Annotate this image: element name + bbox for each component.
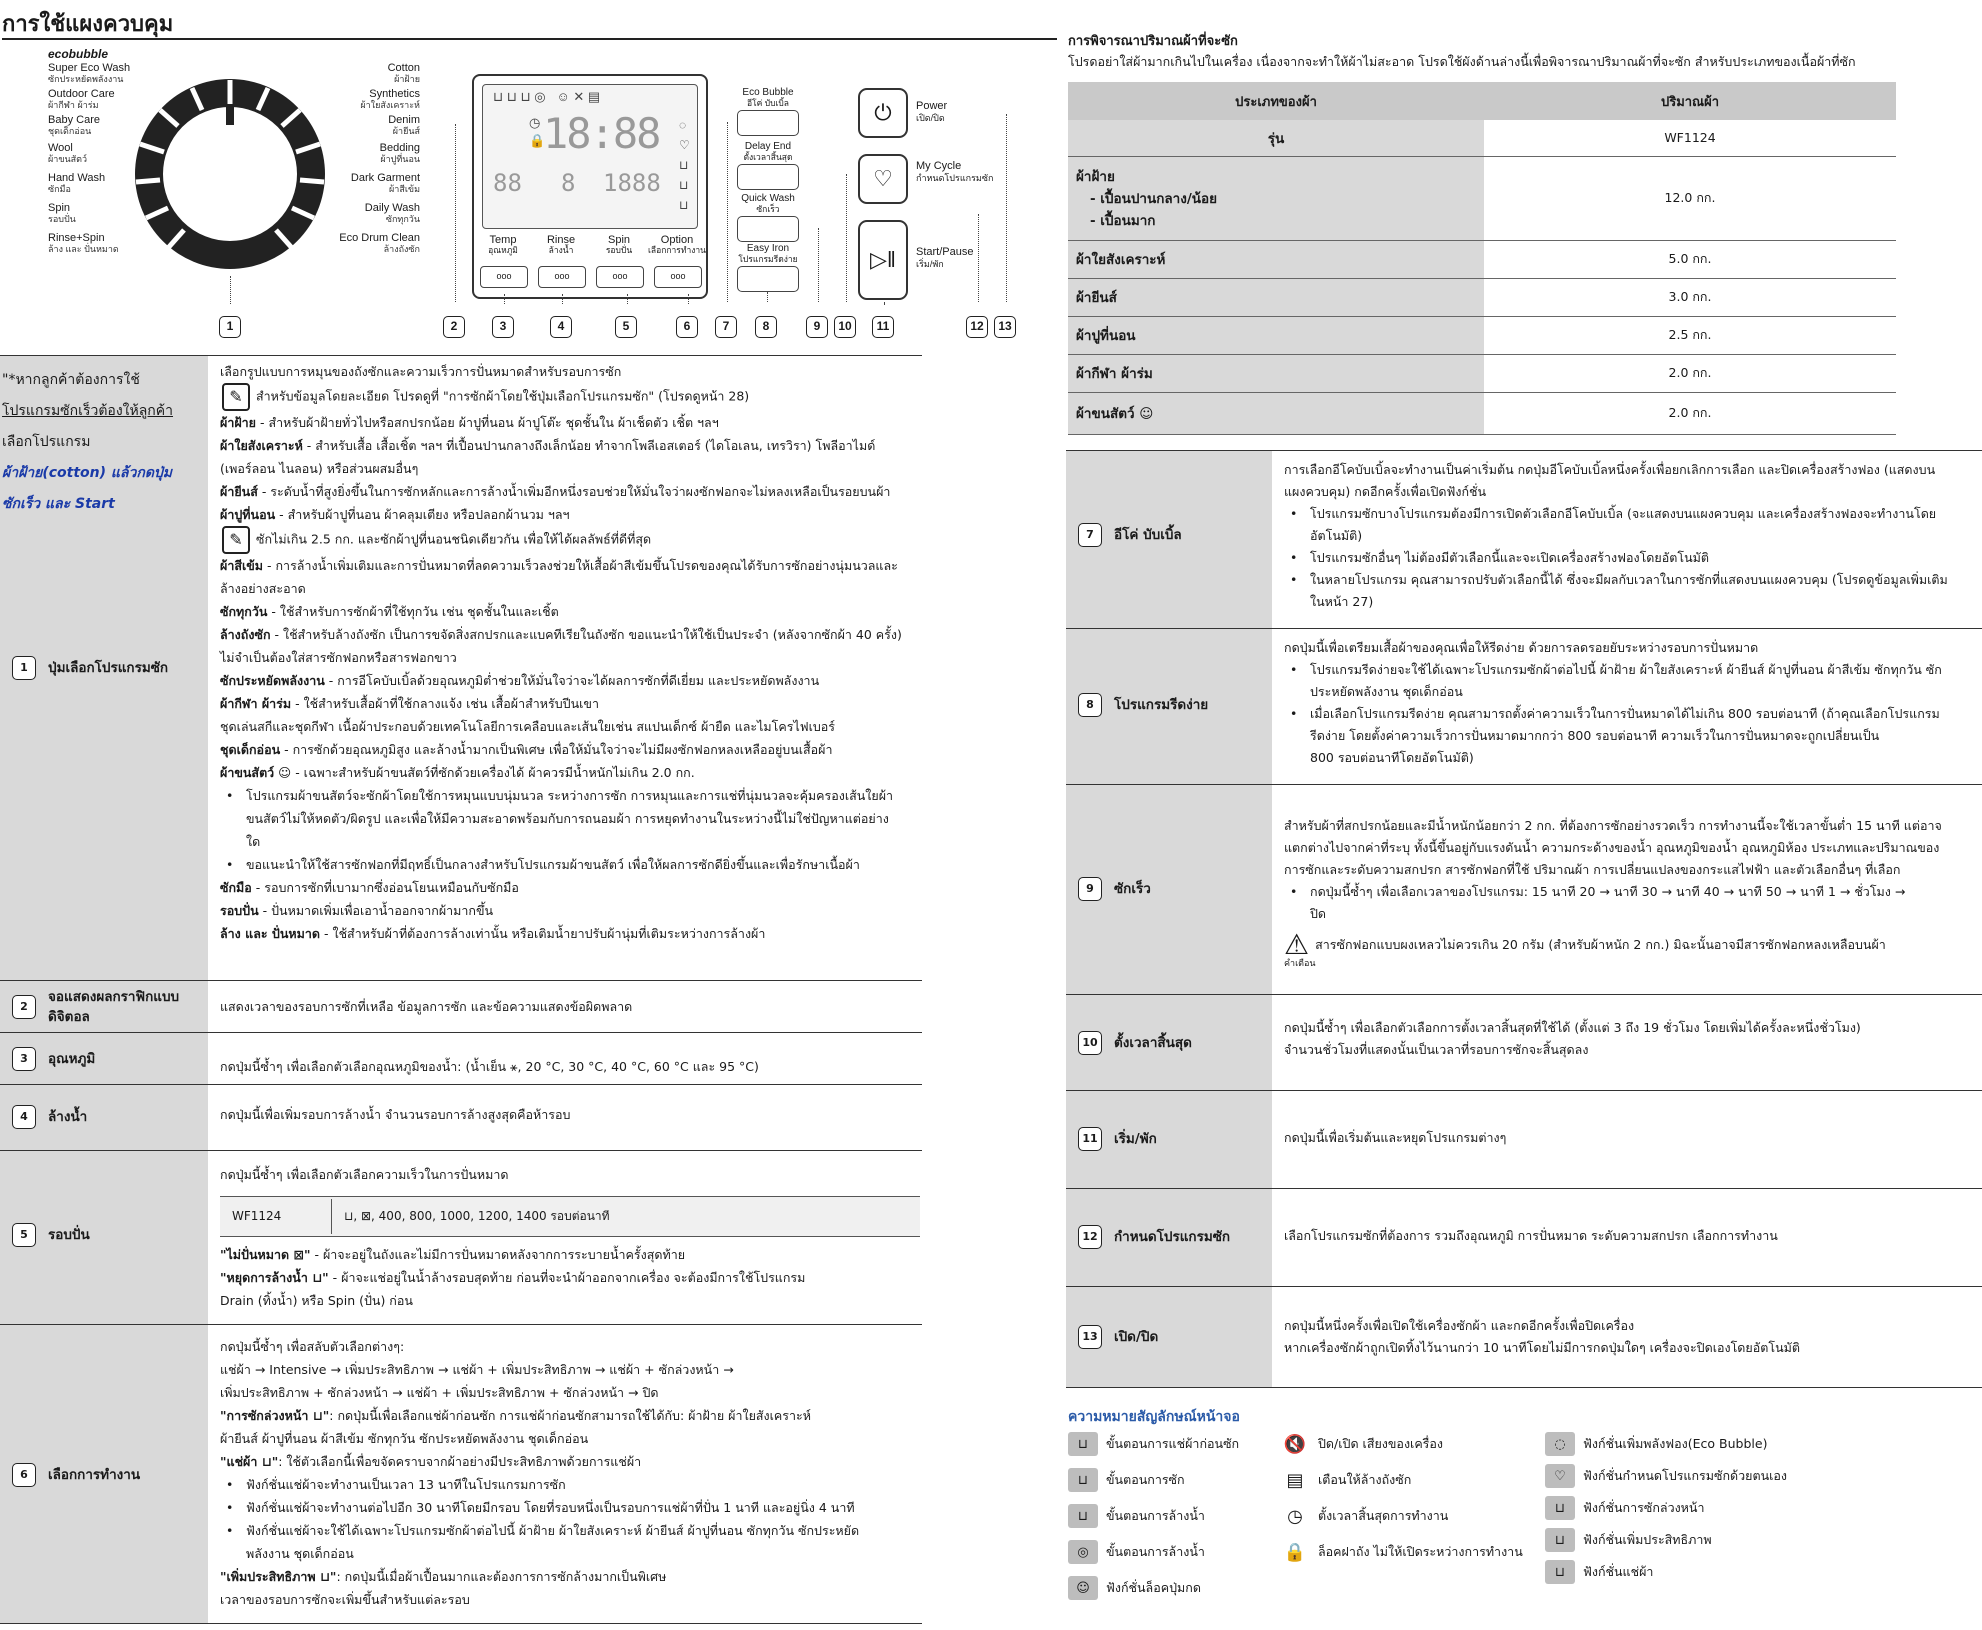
quick-wash-note: "*หากลูกค้าต้องการใช้ โปรแกรมซักเร็วต้องให้ลูกค้า เลือกโปรแกรม ผ้าฝ้าย(cotton) แล้วกดปุ่ม ซักเร็ว และ Start — [2, 372, 174, 512]
power-button[interactable]: ⏻ — [858, 88, 908, 138]
row-1-line: ผ้าสีเข้ม - การล้างน้ำเพิ่มเติมและการปั่นหมาดที่ลดความเร็วลงช่วยให้เสื้อผ้าสีเข้มขึ้นโปรดของคุณได้รับการซักอย่างนุ่มนวลและ — [220, 558, 898, 573]
delay-end-button[interactable] — [737, 164, 799, 190]
row-8-line: • เมื่อเลือกโปรแกรมรีดง่าย คุณสามารถตั้งค่าความเร็วในการปั่นหมาดได้ไม่เกิน 800 รอบต่อนาที (ถ้าคุณเลือกโปรแกรม — [1284, 703, 1970, 725]
label-temp: Temp อุณหภูมิ — [488, 234, 518, 255]
rinse-icon: ⊔ — [1068, 1504, 1098, 1528]
callout-13: 13 — [994, 316, 1016, 338]
legend-item — [1068, 1432, 1239, 1456]
cycle-label-rinse-spin: Rinse+Spin ล้าง และ ปั่นหมาด — [48, 232, 119, 254]
digital-display — [482, 84, 698, 229]
amount-denim: 3.0 กก. — [1484, 278, 1896, 316]
row-1-line: เลือกรูปแบบการหมุนของถังซักและความเร็วการปั่นหมาดสำหรับรอบการซัก — [220, 364, 622, 379]
load-capacity-table — [1068, 82, 1896, 435]
row-1-line: ผ้าฝ้าย - สำหรับผ้าฝ้ายทั่วไปหรือสกปรกน้อย ผ้าปูที่นอน ผ้าปูโต๊ะ ชุดชั้นใน ผ้าเช็ดตัว เชิ้ต ฯลฯ — [220, 415, 719, 430]
row-11-line: กดปุ่มนี้เพื่อเริ่มต้นและหยุดโปรแกรมต่างๆ — [1284, 1130, 1507, 1145]
cycle-label-wool: Wool ผ้าขนสัตว์ — [48, 142, 88, 164]
row-1-line: ชุดเด็กอ่อน - การซักด้วยอุณหภูมิสูง และล้างน้ำมากเป็นพิเศษ เพื่อให้มั่นใจว่าจะไม่มีผงซักฟอกหลงเหลืออยู่บนเสื้อผ้า — [220, 742, 833, 757]
row-6-line: "การซักล่วงหน้า ⊔": กดปุ่มนี้เพื่อเลือกแช่ผ้าก่อนซัก การแช่ผ้าก่อนซักสามารถใช้ได้กับ: ผ้าฝ้าย ผ้าใยสังเคราะห์ — [220, 1408, 811, 1423]
row-1-label: 1 ปุ่มเลือกโปรแกรมซัก — [12, 656, 168, 680]
legend-item — [1545, 1560, 1653, 1584]
mute-icon: 🔇 — [1283, 1433, 1307, 1455]
option-icons: ◌ ♡ ⊔ ⊔ ⊔ — [679, 118, 690, 212]
row-10-description — [1272, 995, 1982, 1090]
row-1-line: รอบปั่น - ปั่นหมาดเพิ่มเพื่อเอาน้ำออกจากผ้ามากขึ้น — [220, 903, 494, 918]
lock-icon: 🔒 — [529, 133, 546, 148]
row-display — [0, 980, 922, 1032]
ecobubble-logo: ecobubble — [48, 47, 109, 61]
row-1-line: ล้างถังซัก - ใช้สำหรับล้างถังซัก เป็นการขจัดสิ่งสกปรกและแบคทีเรียในถังซัก ขอแนะนำให้ใช้เป็นประจำ (หลังจากซักผ้า 40 ครั้ง) — [220, 627, 902, 642]
row-7-label: 7 อีโค่ บับเบิ้ล — [1078, 523, 1182, 547]
row-1-line: ซักทุกวัน - ใช้สำหรับการซักผ้าที่ใช้ทุกวัน เช่น ชุดชั้นในและเชิ้ต — [220, 604, 559, 619]
row-6-line: • ฟังก์ชั่นแช่ผ้าจะทำงานต่อไปอีก 30 นาทีโดยมีกรอบ โดยที่รอบหนึ่งเป็นรอบการแช่ผ้าที่ปั่น 1 นาที และอยู่นิ่ง 4 นาที — [220, 1496, 910, 1519]
row-spin — [0, 1150, 922, 1324]
callout-5: 5 — [615, 316, 637, 338]
drum-clean-icon: ▤ — [1286, 1469, 1304, 1491]
cycle-selector-dial[interactable] — [130, 74, 330, 274]
model-value: WF1124 — [1484, 120, 1896, 156]
my-cycle-icon: ♡ — [1545, 1464, 1575, 1488]
warning-box: ⚠ สารซักฟอกแบบผงเหลวไม่ควรเกิน 20 กรัม (สำหรับผ้าหนัก 2 กก.) มิฉะนั้นอาจมีสารซักฟอกหลงเหลือบนผ้า — [1284, 928, 1886, 961]
cycle-label-super-eco-wash: Super Eco Wash ซักประหยัดพลังงาน — [48, 62, 131, 84]
row-6-line: • ฟังก์ชั่นแช่ผ้าจะทำงานเป็นเวลา 13 นาทีในโปรแกรมการซัก — [220, 1473, 910, 1496]
row-8-label: 8 โปรแกรมรีดง่าย — [1078, 693, 1208, 717]
easy-iron-label: Easy Iron โปรแกรมรีดง่าย — [738, 243, 798, 264]
callout-11: 11 — [872, 316, 894, 338]
lcd-panel — [472, 74, 708, 299]
cycle-label-outdoor-care: Outdoor Care ผ้ากีฬา ผ้าร่ม — [48, 88, 115, 110]
start-pause-label: Start/Pause เริ่ม/พัก — [916, 246, 974, 269]
row-2-label: 2 จอแสดงผลกราฟิกแบบดิจิตอล — [12, 987, 198, 1027]
wool-icon: ☺ — [274, 765, 292, 780]
callout-9: 9 — [806, 316, 828, 338]
row-11-description — [1272, 1091, 1982, 1188]
cycle-label-spin: Spin รอบปั่น — [48, 202, 76, 224]
row-1-line: ไม่จำเป็นต้องใส่สารซักฟอกหรือสารฟอกขาว — [220, 650, 457, 665]
cycle-label-eco-drum-clean: Eco Drum Clean ล้างถังซัก — [339, 232, 420, 254]
load-section-subtitle: โปรดอย่าใส่ผ้ามากเกินไปในเครื่อง เนื่องจากจะทำให้ผ้าไม่สะอาด โปรดใช้ผังด้านล่างนี้เพื่อพิจารณาปริมาณผ้าที่จะซัก สำหรับประเภทของเนื้อผ้าที่ซัก — [1068, 54, 1856, 69]
row-7-line: อัตโนมัติ) — [1310, 528, 1363, 543]
eco-bubble-icon: ◌ — [1545, 1432, 1575, 1456]
spin-speeds: ⊔, ⊠, 400, 800, 1000, 1200, 1400 รอบต่อนาที — [344, 1209, 610, 1223]
amount-wool: 2.0 กก. — [1484, 392, 1896, 434]
legend-label: เตือนให้ล้างถังซัก — [1318, 1472, 1412, 1487]
row-1-line: ผ้ายีนส์ - ระดับน้ำที่สูงยิ่งขึ้นในการซักหลักและการล้างน้ำเพิ่มอีกหนึ่งรอบช่วยให้มั่นใจว่าผงซักฟอกจะไม่หลงเหลือเป็นรอยบนผ้า — [220, 484, 891, 499]
row-13-line: กดปุ่มนี้หนึ่งครั้งเพื่อเปิดใช้เครื่องซักผ้า และกดอีกครั้งเพื่อปิดเครื่อง — [1284, 1318, 1635, 1333]
row-12-description — [1272, 1189, 1982, 1286]
legend-label: ฟังก์ชั่นล็อคปุ่มกด — [1106, 1580, 1201, 1595]
row-6-line: พลังงาน ชุดเด็กอ่อน — [246, 1546, 354, 1561]
row-13-label: 13 เปิด/ปิด — [1078, 1325, 1158, 1349]
row-quick-wash — [1066, 784, 1982, 994]
cycle-label-bedding: Bedding ผ้าปูที่นอน — [379, 142, 420, 164]
row-7-line: • โปรแกรมซักอื่นๆ ไม่ต้องมีตัวเลือกนี้และจะเปิดเครื่องสร้างฟองโดยอัตโนมัติ — [1284, 547, 1970, 569]
row-1-line: ซักมือ - รอบการซักที่เบามากซึ่งอ่อนโยนเหมือนกับซักมือ — [220, 880, 519, 895]
row-8-line: กดปุ่มนี้เพื่อเตรียมเสื้อผ้าของคุณเพื่อให้รีดง่าย ด้วยการลดรอยยับระหว่างรอบการปั่นหมาด — [1284, 640, 1759, 655]
legend-item — [1545, 1432, 1767, 1456]
amount-cotton: 12.0 กก. — [1484, 156, 1896, 240]
legend-label: ขั้นตอนการซัก — [1106, 1472, 1185, 1487]
rinse-digits: 8 — [561, 169, 576, 197]
cycle-label-cotton: Cotton ผ้าฝ้าย — [387, 62, 420, 84]
legend-item — [1545, 1464, 1787, 1488]
row-power — [1066, 1286, 1982, 1388]
row-1-line: ผ้ากีฬา ผ้าร่ม - ใช้สำหรับเสื้อผ้าที่ใช้กลางแจ้ง เช่น เสื้อผ้าสำหรับปีนเขา — [220, 696, 599, 711]
wool-icon: ☺ — [1139, 406, 1154, 422]
row-1-line: ผ้าปูที่นอน - สำหรับผ้าปูที่นอน ผ้าคลุมเตียง หรือปลอกผ้านวม ฯลฯ — [220, 507, 570, 522]
row-11-label: 11 เริ่ม/พัก — [1078, 1127, 1157, 1151]
spin-icon: ◎ — [1068, 1540, 1098, 1564]
row-9-line: • กดปุ่มนี้ซ้ำๆ เพื่อเลือกเวลาของโปรแกรม: 15 นาที 20 → นาที 30 → นาที 40 → นาที 50 → นาที 1 → ชั่วโมง → — [1284, 881, 1970, 903]
col-fabric-type: ประเภทของผ้า — [1068, 82, 1484, 120]
warning-icon: ⚠ — [1284, 928, 1310, 961]
fabric-denim: ผ้ายีนส์ — [1068, 278, 1484, 316]
row-7-line: • โปรแกรมซักบางโปรแกรมต้องมีการเปิดตัวเลือกอีโคบับเบิ้ล (จะแสดงบนแผงควบคุม และเครื่องสร้างฟองจะทำงานโดย — [1284, 503, 1970, 525]
legend-label: ฟังก์ชั่นกำหนดโปรแกรมซักด้วยตนเอง — [1583, 1468, 1788, 1483]
spin-model: WF1124 — [222, 1199, 332, 1234]
lock-icon: 🔒 — [1283, 1541, 1307, 1563]
legend-item — [1280, 1540, 1523, 1564]
clock-icon: ◷ — [529, 115, 541, 130]
note-icon: ✎ — [222, 526, 250, 554]
prewash-icon: ⊔ — [1068, 1432, 1098, 1456]
callout-4: 4 — [550, 316, 572, 338]
label-spin: Spin รอบปั่น — [605, 234, 633, 255]
row-9-description — [1272, 785, 1982, 994]
prewash-option-icon: ⊔ — [1545, 1496, 1575, 1520]
legend-item — [1068, 1468, 1185, 1492]
row-6-line: กดปุ่มนี้ซ้ำๆ เพื่อสลับตัวเลือกต่างๆ: — [220, 1339, 405, 1354]
row-12-label: 12 กำหนดโปรแกรมซัก — [1078, 1225, 1230, 1249]
callout-7: 7 — [715, 316, 737, 338]
warning-label: คำเตือน — [1284, 959, 1316, 969]
row-1-line: ✎ ซักไม่เกิน 2.5 กก. และซักผ้าปูที่นอนชนิดเดียวกัน เพื่อให้ได้ผลลัพธ์ที่ดีที่สุด — [220, 526, 910, 554]
intensive-icon: ⊔ — [1545, 1528, 1575, 1552]
row-1-line: ผ้าใยสังเคราะห์ - สำหรับเสื้อ เสื้อเชิ้ต ฯลฯ ที่เปื้อนปานกลางถึงเล็กน้อย ทำจากโพลีเอสเตอร์ (ไดโอเลน, เทรวิรา) โพลีอาไมด์ — [220, 438, 876, 453]
row-9-line: ปิด — [1310, 906, 1327, 921]
callout-10: 10 — [834, 316, 856, 338]
row-option — [0, 1324, 922, 1624]
child-lock-icon: ☺ — [1068, 1576, 1098, 1600]
row-1-description — [208, 356, 922, 980]
legend-label: ขั้นตอนการล้างน้ำ — [1106, 1544, 1205, 1559]
eco-bubble-label: Eco Bubble อีโค่ บับเบิ้ล — [742, 87, 794, 108]
row-my-cycle — [1066, 1188, 1982, 1286]
rinse-button[interactable]: ooo — [538, 266, 586, 288]
label-option: Option เลือกการทำงาน — [648, 234, 706, 255]
callout-8: 8 — [755, 316, 777, 338]
legend-title: ความหมายสัญลักษณ์หน้าจอ — [1068, 1409, 1240, 1425]
cycle-label-synthetics: Synthetics ผ้าใยสังเคราะห์ — [360, 88, 420, 110]
legend-item — [1545, 1528, 1712, 1552]
row-8-description — [1272, 629, 1982, 784]
row-7-description — [1272, 451, 1982, 628]
row-1-line: ✎ สำหรับข้อมูลโดยละเอียด โปรดดูที่ "การซักผ้าโดยใช้ปุ่มเลือกโปรแกรมซัก" (โปรดดูหน้า 28) — [220, 383, 910, 411]
row-8-line: ประหยัดพลังงาน ชุดเด็กอ่อน — [1310, 684, 1463, 699]
row-1-line: ล้างอย่างสะอาด — [220, 581, 306, 596]
option-button[interactable]: ooo — [654, 266, 702, 288]
legend-label: ตั้งเวลาสิ้นสุดการทำงาน — [1318, 1508, 1449, 1523]
row-13-line: หากเครื่องซักผ้าถูกเปิดทิ้งไว้นานกว่า 10 นาทีโดยไม่มีการกดปุ่มใดๆ เครื่องจะปิดเองโดยอัตโนมัติ — [1284, 1340, 1800, 1355]
callout-1: 1 — [219, 316, 241, 338]
row-10-line: จำนวนชั่วโมงที่แสดงนั้นเป็นเวลาที่รอบการซักจะสิ้นสุดลง — [1284, 1042, 1589, 1057]
legend-label: ฟังก์ชั่นการซักล่วงหน้า — [1583, 1500, 1705, 1515]
label-rinse: Rinse ล้างน้ำ — [546, 234, 576, 255]
row-1-line: • ขอแนะนำให้ใช้สารซักฟอกที่มีฤทธิ์เป็นกลางสำหรับโปรแกรมผ้าขนสัตว์ เพื่อให้ผลการซักดียิ่งขึ้นและเพื่อรักษาเนื้อผ้า — [220, 853, 910, 876]
row-temperature — [0, 1032, 922, 1084]
load-section-title: การพิจารณาปริมาณผ้าที่จะซัก — [1068, 34, 1238, 49]
row-9-label: 9 ซักเร็ว — [1078, 877, 1151, 901]
amount-synthetics: 5.0 กก. — [1484, 240, 1896, 278]
row-3-label: 3 อุณหภูมิ — [12, 1047, 95, 1071]
row-1-line: ผ้าขนสัตว์ ☺ - เฉพาะสำหรับผ้าขนสัตว์ที่ซักด้วยเครื่องได้ ผ้าควรมีน้ำหนักไม่เกิน 2.0 กก. — [220, 765, 695, 780]
wash-icon: ⊔ — [1068, 1468, 1098, 1492]
amount-bedding: 2.5 กก. — [1484, 316, 1896, 354]
title-divider — [2, 38, 1057, 40]
legend-item — [1068, 1576, 1201, 1600]
row-12-line: เลือกโปรแกรมซักที่ต้องการ รวมถึงอุณหภูมิ การปั่นหมาด ระดับความสกปรก เลือกการทำงาน — [1284, 1228, 1778, 1243]
model-label: รุ่น — [1068, 120, 1484, 156]
row-eco-bubble — [1066, 450, 1982, 628]
callout-6: 6 — [676, 316, 698, 338]
control-panel-diagram — [0, 44, 1060, 344]
row-5-label: 5 รอบปั่น — [12, 1223, 90, 1247]
row-delay-end — [1066, 994, 1982, 1090]
callout-12: 12 — [966, 316, 988, 338]
legend-item — [1545, 1496, 1705, 1520]
col-load-amount: ปริมาณผ้า — [1484, 82, 1896, 120]
quick-wash-label: Quick Wash ซักเร็ว — [741, 193, 795, 214]
row-7-line: ในหน้า 27) — [1310, 594, 1374, 609]
row-1-line: ชุดเล่นสกีและชุดกีฬา เนื้อผ้าประกอบด้วยเทคโนโลยีการเคลือบและเส้นใยเช่น สแปนเด็กซ์ ผ้ายืด และไมโครไฟเบอร์ — [220, 719, 836, 734]
amount-outdoor: 2.0 กก. — [1484, 354, 1896, 392]
row-10-label: 10 ตั้งเวลาสิ้นสุด — [1078, 1031, 1192, 1055]
easy-iron-button[interactable] — [737, 266, 799, 292]
cycle-label-daily-wash: Daily Wash ซักทุกวัน — [364, 202, 420, 224]
legend-label: ขั้นตอนการแช่ผ้าก่อนซัก — [1106, 1436, 1240, 1451]
row-2-description: แสดงเวลาของรอบการซักที่เหลือ ข้อมูลการซัก และข้อความแสดงข้อผิดพลาด — [220, 999, 633, 1014]
row-9-line: แตกต่างไปจากค่าที่ระบุ ทั้งนี้ขึ้นอยู่กับแรงดันน้ำ ความกระด้างของน้ำ อุณหภูมิของน้ำ อุณหภูมิห้อง ประเภทและปริมาณของ — [1284, 840, 1940, 855]
fabric-cotton: ผ้าฝ้าย - เปื้อนปานกลาง/น้อย - เปื้อนมาก — [1068, 156, 1484, 240]
row-6-description — [208, 1325, 922, 1623]
row-4-description: กดปุ่มนี้เพื่อเพิ่มรอบการล้างน้ำ จำนวนรอบการล้างสูงสุดคือห้ารอบ — [220, 1107, 571, 1122]
temp-digits: 88 — [493, 169, 522, 197]
spin-button[interactable]: ooo — [596, 266, 644, 288]
legend-item — [1280, 1468, 1411, 1492]
eco-bubble-button[interactable] — [737, 110, 799, 136]
note-icon: ✎ — [222, 383, 250, 411]
row-5-description: กดปุ่มนี้ซ้ำๆ เพื่อเลือกตัวเลือกความเร็วในการปั่นหมาด WF1124 ⊔, ⊠, 400, 800, 1000, 1200, 1400 รอบต่อนาที "ไม่ปั่นหมาด ⊠" - ผ้าจะอยู่ในถังและไม่มีการปั่นหมาดหลังจากการระบายน้ำครั้งสุดท้าย "หยุดการล้างน้ำ ⊔" - ผ้าจะแช่อยู่ในน้ำล้างรอบสุดท้าย ก่อนที่จะนำผ้าออกจากเครื่อง จะต้องมีการใช้โปรแกรม Drain (ทิ้งน้ำ) หรือ Spin (ปั่น) ก่อน — [208, 1151, 922, 1324]
row-6-label: 6 เลือกการทำงาน — [12, 1463, 140, 1487]
legend-label: ขั้นตอนการล้างน้ำ — [1106, 1508, 1205, 1523]
callout-3: 3 — [492, 316, 514, 338]
cycle-label-denim: Denim ผ้ายีนส์ — [388, 114, 420, 136]
fabric-synthetics: ผ้าใยสังเคราะห์ — [1068, 240, 1484, 278]
fabric-bedding: ผ้าปูที่นอน — [1068, 316, 1484, 354]
cycle-label-hand-wash: Hand Wash ซักมือ — [48, 172, 106, 194]
row-6-line: "เพิ่มประสิทธิภาพ ⊔": กดปุ่มนี้เมื่อผ้าเปื้อนมากและต้องการการซักล้างมากเป็นพิเศษ — [220, 1569, 667, 1584]
row-6-line: แช่ผ้า → Intensive → เพิ่มประสิทธิภาพ → แช่ผ้า + เพิ่มประสิทธิภาพ → แช่ผ้า + ซักล่วงหน้า → — [220, 1362, 734, 1377]
row-7-line: แผงควบคุม) กดอีกครั้งเพื่อเปิดฟังก์ชั่น — [1284, 484, 1487, 499]
page-title: การใช้แผงควบคุม — [2, 12, 174, 37]
legend-label: ฟังก์ชั่นเพิ่มประสิทธิภาพ — [1583, 1532, 1712, 1547]
clock-icon: ◷ — [1287, 1505, 1303, 1527]
temp-button[interactable]: ooo — [480, 266, 528, 288]
my-cycle-label: My Cycle กำหนดโปรแกรมซัก — [916, 160, 994, 183]
row-1-line: ล้าง และ ปั่นหมาด - ใช้สำหรับผ้าที่ต้องการล้างเท่านั้น หรือเติมน้ำยาปรับผ้านุ่มที่เติมระหว่างการล้างผ้า — [220, 926, 766, 941]
spin-digits: 1888 — [603, 169, 661, 197]
legend-item — [1280, 1504, 1448, 1528]
row-6-line: เพิ่มประสิทธิภาพ + ซักล่วงหน้า → แช่ผ้า + เพิ่มประสิทธิภาพ + ซักล่วงหน้า → ปิด — [220, 1385, 659, 1400]
row-3-description: กดปุ่มนี้ซ้ำๆ เพื่อเลือกตัวเลือกอุณหภูมิของน้ำ: (น้ำเย็น ⚹, 20 °C, 30 °C, 40 °C, 60 °C และ 95 °C) — [220, 1059, 759, 1074]
row-6-line: ผ้ายีนส์ ผ้าปูที่นอน ผ้าสีเข้ม ซักทุกวัน ซักประหยัดพลังงาน ชุดเด็กอ่อน — [220, 1431, 589, 1446]
row-7-line: การเลือกอีโคบับเบิ้ลจะทำงานเป็นค่าเริ่มต้น กดปุ่มอีโคบับเบิ้ลหนึ่งครั้งเพื่อยกเลิกการเลือก และปิดเครื่องสร้างฟอง (แสดงบน — [1284, 462, 1936, 477]
row-1-line: (เพอร์ลอน ไนลอน) หรือส่วนผสมอื่นๆ — [220, 461, 419, 476]
my-cycle-button[interactable]: ♡ — [858, 154, 908, 204]
row-1-line: ขนสัตว์ไม่ให้หดตัว/ผิดรูป และเพื่อให้มีความสะอาดพร้อมกับการถนอมผ้า การหยุดทำงานในระหว่างนี้ไม่ใช่ปัญหาแต่อย่าง — [246, 811, 889, 826]
quick-wash-button[interactable] — [737, 216, 799, 242]
start-pause-button[interactable]: ▷‖ — [858, 220, 908, 300]
delay-end-label: Delay End ตั้งเวลาสิ้นสุด — [743, 141, 793, 162]
row-6-line: "แช่ผ้า ⊔": ใช้ตัวเลือกนี้เพื่อขจัดคราบจากผ้าอย่างมีประสิทธิภาพด้วยการแช่ผ้า — [220, 1454, 642, 1469]
row-8-line: 800 รอบต่อนาทีโดยอัตโนมัติ) — [1310, 750, 1474, 765]
legend-label: ฟังก์ชั่นแช่ผ้า — [1583, 1564, 1654, 1579]
legend-item — [1068, 1540, 1205, 1564]
power-label: Power เปิด/ปิด — [916, 100, 948, 123]
fabric-wool: ผ้าขนสัตว์ ☺ — [1068, 392, 1484, 434]
cycle-label-baby-care: Baby Care ชุดเด็กอ่อน — [48, 114, 100, 136]
row-4-label: 4 ล้างน้ำ — [12, 1105, 87, 1129]
legend-label: ปิด/เปิด เสียงของเครื่อง — [1318, 1436, 1444, 1451]
legend-label: ล็อคฝาถัง ไม่ให้เปิดระหว่างการทำงาน — [1318, 1544, 1523, 1559]
callout-2: 2 — [443, 316, 465, 338]
row-1-line: ซักประหยัดพลังงาน - การอีโคบับเบิ้ลด้วยอุณหภูมิต่ำช่วยให้มั่นใจว่าจะได้ผลการซักที่ดีเยี่ยม และประหยัดพลังงาน — [220, 673, 820, 688]
row-6-line: เวลาของรอบการซักจะเพิ่มขึ้นสำหรับแต่ละรอบ — [220, 1592, 470, 1607]
legend-item — [1068, 1504, 1205, 1528]
row-rinse — [0, 1084, 922, 1150]
row-1-line: ใด — [246, 834, 261, 849]
row-8-line: • โปรแกรมรีดง่ายจะใช้ได้เฉพาะโปรแกรมซักผ้าต่อไปนี้ ผ้าฝ้าย ผ้าใยสังเคราะห์ ผ้ายีนส์ ผ้าปูที่นอน ผ้าสีเข้ม ซักทุกวัน ซัก — [1284, 659, 1970, 681]
row-10-line: กดปุ่มนี้ซ้ำๆ เพื่อเลือกตัวเลือกการตั้งเวลาสิ้นสุดที่ใช้ได้ (ตั้งแต่ 3 ถึง 19 ชั่วโมง โดยเพิ่มได้ครั้งละหนึ่งชั่วโมง) — [1284, 1020, 1861, 1035]
row-easy-iron — [1066, 628, 1982, 784]
row-start-pause — [1066, 1090, 1982, 1188]
row-6-line: • ฟังก์ชั่นแช่ผ้าจะใช้ได้เฉพาะโปรแกรมซักผ้าต่อไปนี้ ผ้าฝ้าย ผ้าใยสังเคราะห์ ผ้ายีนส์ ผ้าปูที่นอน ซักทุกวัน ซักประหยัด — [220, 1519, 910, 1542]
soak-icon: ⊔ — [1545, 1560, 1575, 1584]
row-9-line: การซักและระดับความสกปรก สารซักฟอกที่ใช้ ปริมาณผ้า การเปลี่ยนแปลงของกระแสไฟฟ้า และตัวเลือกอื่นๆ ที่เลือก — [1284, 862, 1901, 877]
row-8-line: รีดง่าย โดยตั้งค่าความเร็วการปั่นหมาดมากกว่า 800 รอบต่อนาที ความเร็วในการปั่นหมาดจะถูกเปลี่ยนเป็น — [1310, 728, 1880, 743]
wash-stage-icons: ⊔ ⊔ ⊔ ◎ ☺ ✕ ▤ — [493, 89, 601, 104]
legend-label: ฟังก์ชั่นเพิ่มพลังฟอง(Eco Bubble) — [1583, 1436, 1768, 1451]
cycle-label-dark-garment: Dark Garment ผ้าสีเข้ม — [350, 172, 420, 194]
row-13-description — [1272, 1287, 1982, 1387]
fabric-outdoor: ผ้ากีฬา ผ้าร่ม — [1068, 354, 1484, 392]
legend-item — [1280, 1432, 1443, 1456]
row-1-line: • โปรแกรมผ้าขนสัตว์จะซักผ้าโดยใช้การหมุนแบบนุ่มนวล ระหว่างการซัก การหมุนและการแช่ที่นุ่มนวลจะคุ้มครองเส้นใยผ้า — [220, 784, 910, 807]
row-9-line: สำหรับผ้าที่สกปรกน้อยและมีน้ำหนักน้อยกว่า 2 กก. ที่ต้องการซักอย่างรวดเร็ว การทำงานนี้จะใช้เวลาขั้นต่ำ 15 นาที แต่อาจ — [1284, 818, 1942, 833]
row-7-line: • ในหลายโปรแกรม คุณสามารถปรับตัวเลือกนี้ได้ ซึ่งจะมีผลกับเวลาในการซักที่แสดงบนแผงควบคุม (โปรดดูข้อมูลเพิ่มเติม — [1284, 569, 1970, 591]
time-digits: 18:88 — [543, 109, 660, 158]
spin-speed-table — [220, 1196, 920, 1237]
